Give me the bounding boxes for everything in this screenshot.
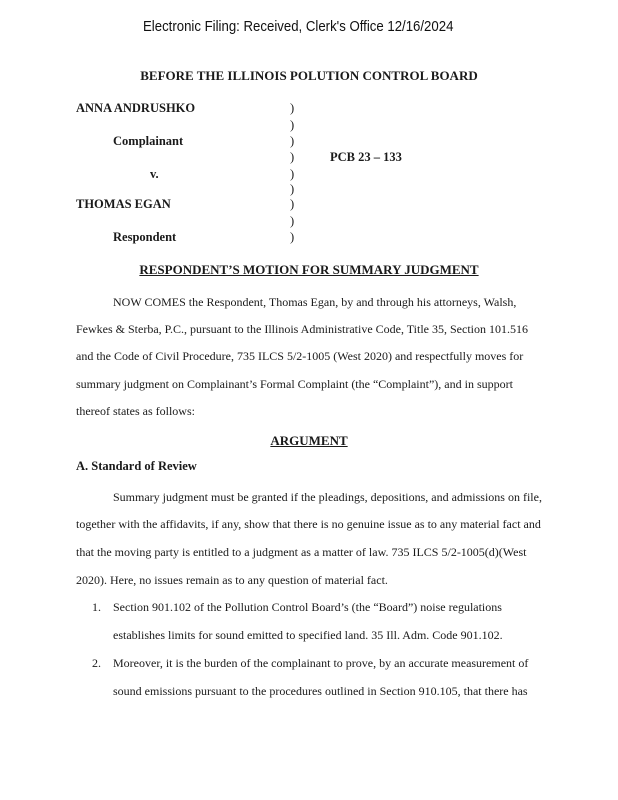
complainant-name: ANNA ANDRUSHKO xyxy=(76,101,196,115)
item-line: sound emissions pursuant to the procedures outlined in Section 910.105, that there has xyxy=(113,684,528,698)
item-line: Moreover, it is the burden of the complainant to prove, by an accurate measurement of xyxy=(113,656,529,670)
caption-paren: ) xyxy=(290,134,295,148)
caption-paren: ) xyxy=(290,197,295,211)
standard-line: that the moving party is entitled to a judgment as a matter of law. 735 ILCS 5/2-1005(d)(West xyxy=(76,545,527,559)
item-line: establishes limits for sound emitted to specified land. 35 Ill. Adm. Code 901.102. xyxy=(113,628,503,642)
intro-line: thereof states as follows: xyxy=(76,404,195,418)
intro-line: and the Code of Civil Procedure, 735 ILCS 5/2-1005 (West 2020) and respectfully moves for xyxy=(76,349,524,363)
standard-line: together with the affidavits, if any, show that there is no genuine issue as to any material fact and xyxy=(76,517,541,531)
caption-paren: ) xyxy=(290,167,295,181)
caption-paren: ) xyxy=(290,214,295,228)
filing-stamp: Electronic Filing: Received, Clerk's Office 12/16/2024 xyxy=(143,18,454,35)
intro-line: NOW COMES the Respondent, Thomas Egan, by and through his attorneys, Walsh, xyxy=(113,295,517,309)
caption-paren: ) xyxy=(290,230,295,244)
standard-line: Summary judgment must be granted if the pleadings, depositions, and admissions on file, xyxy=(113,490,542,504)
item-number: 2. xyxy=(92,656,101,670)
respondent-name: THOMAS EGAN xyxy=(76,197,171,211)
section-a-heading: A. Standard of Review xyxy=(76,459,197,473)
standard-line: 2020). Here, no issues remain as to any question of material fact. xyxy=(76,573,388,587)
argument-heading: ARGUMENT xyxy=(270,433,348,448)
item-line: Section 901.102 of the Pollution Control Board’s (the “Board”) noise regulations xyxy=(113,600,502,614)
caption-paren: ) xyxy=(290,182,295,196)
caption-paren: ) xyxy=(290,101,295,115)
versus: v. xyxy=(150,167,159,181)
caption-paren: ) xyxy=(290,118,295,132)
intro-line: Fewkes & Sterba, P.C., pursuant to the Illinois Administrative Code, Title 35, Section 101.516 xyxy=(76,322,528,336)
caption-paren: ) xyxy=(290,150,295,164)
intro-line: summary judgment on Complainant’s Formal Complaint (the “Complaint”), and in support xyxy=(76,377,513,391)
motion-title: RESPONDENT’S MOTION FOR SUMMARY JUDGMENT xyxy=(139,262,479,277)
complainant-role: Complainant xyxy=(113,134,184,148)
case-number: PCB 23 – 133 xyxy=(330,150,402,164)
item-number: 1. xyxy=(92,600,101,614)
court-heading: BEFORE THE ILLINOIS POLUTION CONTROL BOARD xyxy=(140,68,478,83)
respondent-role: Respondent xyxy=(113,230,177,244)
